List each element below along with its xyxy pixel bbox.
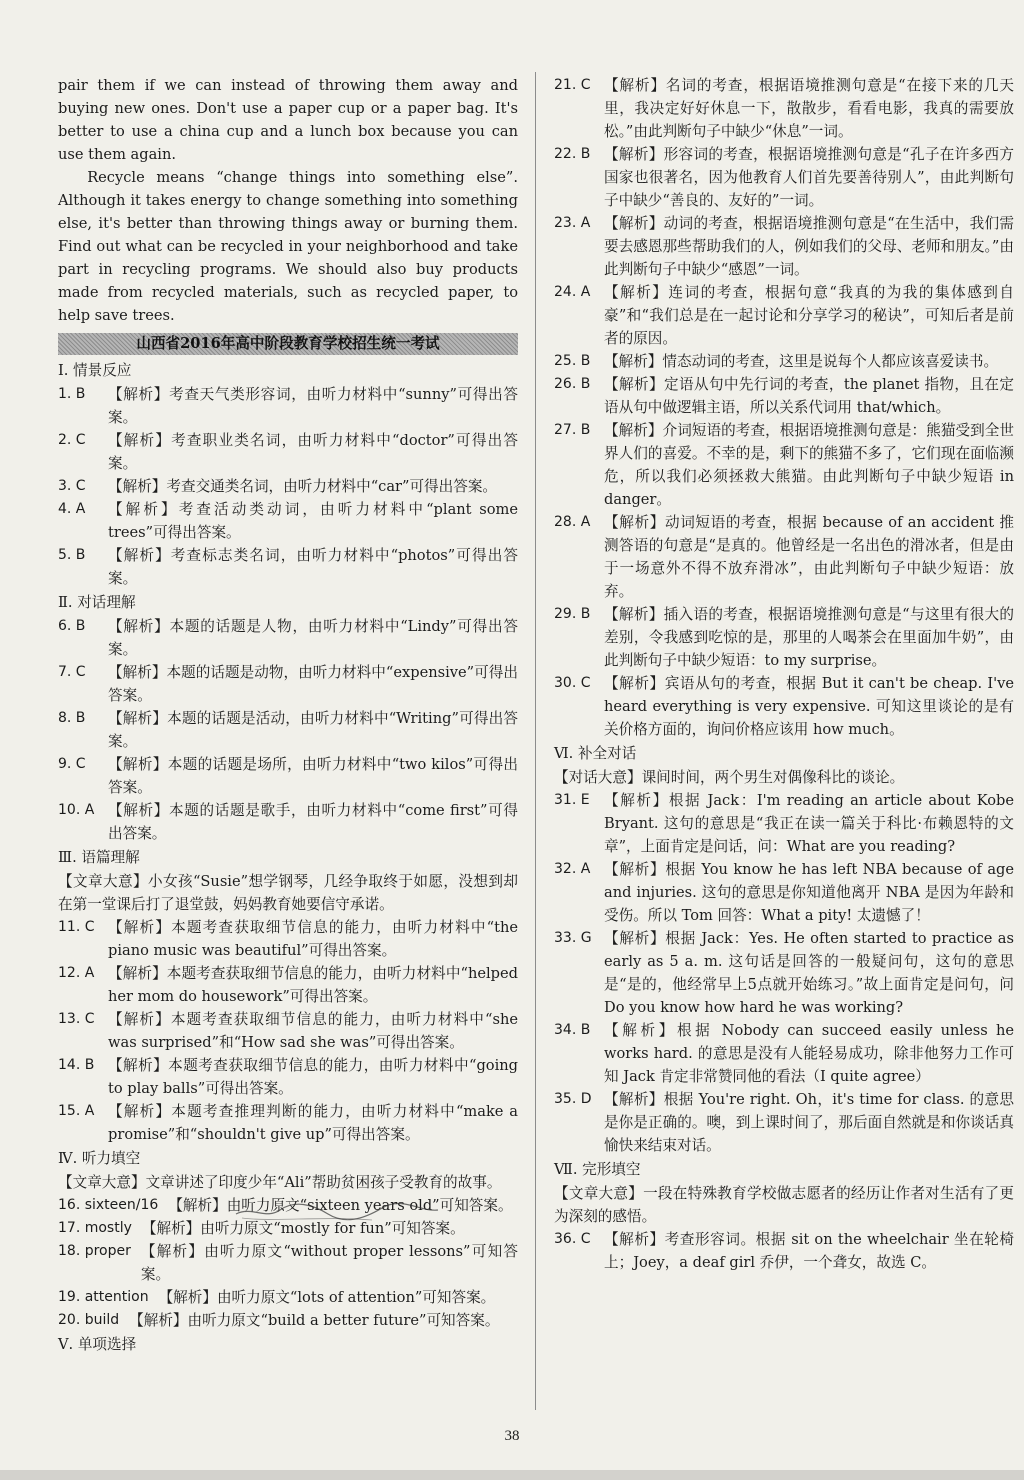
section-heading-4: Ⅳ. 听力填空 — [58, 1150, 141, 1167]
answer-explanation: 【解析】本题的话题是歌手，由听力材料中“come first”可得出答案。 — [108, 802, 518, 842]
answer-number: 33. G — [554, 930, 592, 946]
article-gist-4: 【文章大意】文章讲述了印度少年“Ali”帮助贫困孩子受教育的故事。 — [58, 1174, 502, 1191]
answer-explanation: 【解析】考查形容词。根据 sit on the wheelchair 坐在轮椅上；Joey，a deaf girl 乔伊，一个聋女，故选 C。 — [604, 1231, 1014, 1271]
answer-item — [58, 544, 518, 590]
column-divider — [535, 72, 536, 1410]
answer-number: 26. B — [554, 376, 591, 392]
answer-number: 15. A — [58, 1103, 95, 1119]
answer-explanation: 【解析】由听力原文“sixteen years old”可知答案。 — [168, 1197, 513, 1214]
answer-item — [554, 858, 1014, 927]
article-gist-7: 【文章大意】一段在特殊教育学校做志愿者的经历让作者对生活有了更为深刻的感悟。 — [554, 1185, 1014, 1225]
answer-item — [58, 1008, 518, 1054]
answer-explanation: 【解析】本题的话题是活动，由听力材料中“Writing”可得出答案。 — [108, 710, 518, 750]
section-6-items — [554, 789, 1014, 1157]
answer-item — [58, 1054, 518, 1100]
answer-item — [58, 707, 518, 753]
answer-explanation: 【解析】定语从句中先行词的考查，the planet 指物，且在定语从句中做逻辑主语，所以关系代词用 that/which。 — [604, 376, 1014, 416]
answer-number: 22. B — [554, 146, 591, 162]
answer-explanation: 【解析】本题考查获取细节信息的能力，由听力材料中“going to play balls”可得出答案。 — [108, 1057, 518, 1097]
answer-number: 35. D — [554, 1091, 592, 1107]
page-number: 38 — [504, 1428, 520, 1444]
answer-number: 21. C — [554, 77, 591, 93]
answer-item — [58, 1309, 518, 1332]
section-heading-2: Ⅱ. 对话理解 — [58, 594, 136, 611]
answer-explanation: 【解析】考查天气类形容词，由听力材料中“sunny”可得出答案。 — [108, 386, 518, 426]
answer-number: 32. A — [554, 861, 591, 877]
answer-explanation: 【解析】根据 Jack：Yes. He often started to practice as early as 5 a. m. 这句话是回答的一般疑问句，这句的意思是“是的，他经常早上5点就开始练习。”故上面肯定是问句，问 Do you know how hard he was working? — [604, 930, 1014, 1016]
answer-number: 4. A — [58, 501, 86, 517]
answer-explanation: 【解析】名词的考查，根据语境推测句意是“在接下来的几天里，我决定好好休息一下，散散步，看看电影，我真的需要放松。”由此判断句子中缺少“休息”一词。 — [604, 77, 1014, 140]
answer-explanation: 【解析】考查交通类名词，由听力材料中“car”可得出答案。 — [108, 478, 498, 495]
answer-item — [554, 511, 1014, 603]
answer-item — [58, 799, 518, 845]
article-gist-3: 【文章大意】小女孩“Susie”想学钢琴，几经争取终于如愿，没想到却在第一堂课后打了退堂鼓，妈妈教育她要信守承诺。 — [58, 873, 518, 913]
answer-number: 9. C — [58, 756, 86, 772]
answer-explanation: 【解析】插入语的考查，根据语境推测句意是“与这里有很大的差别，令我感到吃惊的是，那里的人喝茶会在里面加牛奶”，由此判断句子中缺少短语：to my surprise。 — [604, 606, 1014, 669]
answer-item — [554, 1228, 1014, 1274]
answer-item — [554, 350, 1014, 373]
answer-item — [58, 916, 518, 962]
answer-number: 1. B — [58, 386, 86, 402]
answer-item — [554, 672, 1014, 741]
answer-item — [58, 1100, 518, 1146]
answer-number: 7. C — [58, 664, 86, 680]
answer-explanation: 【解析】本题的话题是场所，由听力材料中“two kilos”可得出答案。 — [108, 756, 518, 796]
answer-number: 16. sixteen/16 — [58, 1197, 159, 1213]
section-heading-3: Ⅲ. 语篇理解 — [58, 849, 140, 866]
answer-explanation: 【解析】根据 Jack：I'm reading an article about Kobe Bryant. 这句的意思是“我正在读一篇关于科比·布赖恩特的文章”，上面肯定是问话，问：What are you reading? — [604, 792, 1014, 855]
answer-explanation: 【解析】宾语从句的考查，根据 But it can't be cheap. I've heard everything is very expensive. 可知这里谈论的是有关价格方面的，询问价格应该用 how much。 — [604, 675, 1014, 738]
answer-item — [58, 753, 518, 799]
answer-number: 31. E — [554, 792, 590, 808]
answer-item — [554, 927, 1014, 1019]
answer-explanation: 【解析】本题考查获取细节信息的能力，由听力材料中“she was surprised”和“How sad she was”可得出答案。 — [108, 1011, 518, 1051]
answer-explanation: 【解析】由听力原文“without proper lessons”可知答案。 — [140, 1243, 518, 1283]
scan-edge — [0, 1470, 1024, 1480]
section-heading-5: Ⅴ. 单项选择 — [58, 1336, 137, 1353]
answer-item — [554, 789, 1014, 858]
section-5-items — [554, 74, 1014, 741]
answer-explanation: 【解析】考查标志类名词，由听力材料中“photos”可得出答案。 — [108, 547, 518, 587]
answer-explanation: 【解析】考查活动类动词，由听力材料中“plant some trees”可得出答案。 — [108, 501, 518, 541]
answer-number: 11. C — [58, 919, 95, 935]
answer-explanation: 【解析】连词的考查，根据句意“我真的为我的集体感到自豪”和“我们总是在一起讨论和分享学习的秘诀”，可知后者是前者的原因。 — [604, 284, 1014, 347]
answer-item — [58, 1240, 518, 1286]
answer-number: 23. A — [554, 215, 591, 231]
answer-number: 13. C — [58, 1011, 95, 1027]
answer-explanation: 【解析】动词短语的考查，根据 because of an accident 推测答语的句意是“是真的。他曾经是一名出色的滑冰者，但是由于一场意外不得不放弃滑冰”，由此判断句子中缺少短语：放弃。 — [604, 514, 1014, 600]
answer-item — [554, 603, 1014, 672]
answer-explanation: 【解析】形容词的考查，根据语境推测句意是“孔子在许多西方国家也很著名，因为他教育人们首先要善待别人”，由此判断句子中缺少“善良的、友好的”一词。 — [604, 146, 1014, 209]
answer-number: 12. A — [58, 965, 95, 981]
answer-number: 29. B — [554, 606, 591, 622]
answer-explanation: 【解析】情态动词的考查，这里是说每个人都应该喜爱读书。 — [604, 353, 999, 370]
answer-item — [554, 419, 1014, 511]
answer-number: 14. B — [58, 1057, 95, 1073]
answer-number: 28. A — [554, 514, 591, 530]
answer-explanation: 【解析】根据 You know he has left NBA because of age and injuries. 这句的意思是你知道他离开 NBA 是因为年龄和受伤。所以 Tom 回答：What a pity! 太遗憾了！ — [604, 861, 1014, 924]
answer-explanation: 【解析】动词的考查，根据语境推测句意是“在生活中，我们需要去感恩那些帮助我们的人，例如我们的父母、老师和朋友。”由此判断句子中缺少“感恩”一词。 — [604, 215, 1014, 278]
section-heading-1: Ⅰ. 情景反应 — [58, 362, 132, 379]
answer-number: 36. C — [554, 1231, 591, 1247]
answer-item — [554, 373, 1014, 419]
answer-number: 3. C — [58, 478, 86, 494]
answer-item — [58, 661, 518, 707]
answer-number: 30. C — [554, 675, 591, 691]
answer-item — [554, 212, 1014, 281]
section-heading-6: Ⅵ. 补全对话 — [554, 745, 637, 762]
answer-explanation: 【解析】介词短语的考查，根据语境推测句意是：熊猫受到全世界人们的喜爱。不幸的是，剩下的熊猫不多了，它们现在面临濒危，所以我们必须拯救大熊猫。由此判断句子中缺少短语 in danger。 — [604, 422, 1014, 508]
dialogue-gist-6: 【对话大意】课间时间，两个男生对偶像科比的谈论。 — [554, 769, 905, 786]
section-1-items — [58, 383, 518, 590]
exam-banner: 山西省2016年高中阶段教育学校招生统一考试 — [58, 333, 518, 355]
section-2-items — [58, 615, 518, 845]
answer-item — [58, 962, 518, 1008]
answer-number: 27. B — [554, 422, 591, 438]
answer-explanation: 【解析】由听力原文“lots of attention”可知答案。 — [158, 1289, 496, 1306]
answer-item — [554, 74, 1014, 143]
answer-number: 34. B — [554, 1022, 591, 1038]
answer-number: 17. mostly — [58, 1220, 132, 1236]
answer-number: 5. B — [58, 547, 86, 563]
answer-number: 2. C — [58, 432, 86, 448]
answer-explanation: 【解析】由听力原文“build a better future”可知答案。 — [129, 1312, 500, 1329]
answer-item — [554, 1019, 1014, 1088]
intro-paragraph-1: pair them if we can instead of throwing them away and buying new ones. Don't use a paper cup or a paper bag. It's better to use a china cup and a lunch box because you can use them again. — [58, 77, 518, 163]
answer-item — [58, 1286, 518, 1309]
answer-item — [58, 615, 518, 661]
answer-explanation: 【解析】本题考查获取细节信息的能力，由听力材料中“the piano music was beautiful”可得出答案。 — [108, 919, 518, 959]
answer-explanation: 【解析】考查职业类名词，由听力材料中“doctor”可得出答案。 — [108, 432, 518, 472]
section-heading-7: Ⅶ. 完形填空 — [554, 1161, 641, 1178]
answer-explanation: 【解析】本题的话题是动物，由听力材料中“expensive”可得出答案。 — [108, 664, 518, 704]
answer-explanation: 【解析】本题考查推理判断的能力，由听力材料中“make a promise”和“shouldn't give up”可得出答案。 — [108, 1103, 518, 1143]
answer-item — [58, 429, 518, 475]
answer-number: 6. B — [58, 618, 86, 634]
answer-item — [58, 383, 518, 429]
answer-number: 10. A — [58, 802, 95, 818]
answer-item — [554, 1088, 1014, 1157]
answer-explanation: 【解析】根据 Nobody can succeed easily unless he works hard. 的意思是没有人能轻易成功，除非他努力工作可知 Jack 肯定非常赞同他的看法（I quite agree） — [604, 1022, 1014, 1085]
answer-explanation: 【解析】根据 You're right. Oh，it's time for class. 的意思是你是正确的。噢，到上课时间了，那后面自然就是和你谈话真愉快来结束对话。 — [604, 1091, 1014, 1154]
answer-explanation: 【解析】由听力原文“mostly for fun”可知答案。 — [141, 1220, 465, 1237]
answer-number: 24. A — [554, 284, 591, 300]
section-3-items — [58, 916, 518, 1146]
answer-item — [58, 475, 518, 498]
right-column — [554, 74, 1014, 1274]
answer-number: 20. build — [58, 1312, 120, 1328]
answer-item — [554, 143, 1014, 212]
section-7-items — [554, 1228, 1014, 1274]
answer-number: 8. B — [58, 710, 86, 726]
answer-explanation: 【解析】本题考查获取细节信息的能力，由听力材料中“helped her mom do housework”可得出答案。 — [108, 965, 518, 1005]
answer-number: 19. attention — [58, 1289, 149, 1305]
answer-item — [554, 281, 1014, 350]
handwritten-scribble — [232, 1200, 442, 1224]
intro-paragraph-2: Recycle means “change things into something else”. Although it takes energy to change something into something else, it's better than throwing things away or burning them. Find out what can be recycled in your neighborhood and take part in recycling programs. We should also buy products made from recycled materials, such as recycled paper, to help save trees. — [58, 169, 518, 324]
answer-number: 25. B — [554, 353, 591, 369]
answer-explanation: 【解析】本题的话题是人物，由听力材料中“Lindy”可得出答案。 — [108, 618, 518, 658]
left-column — [58, 74, 518, 1357]
answer-item — [58, 498, 518, 544]
answer-number: 18. proper — [58, 1243, 131, 1259]
